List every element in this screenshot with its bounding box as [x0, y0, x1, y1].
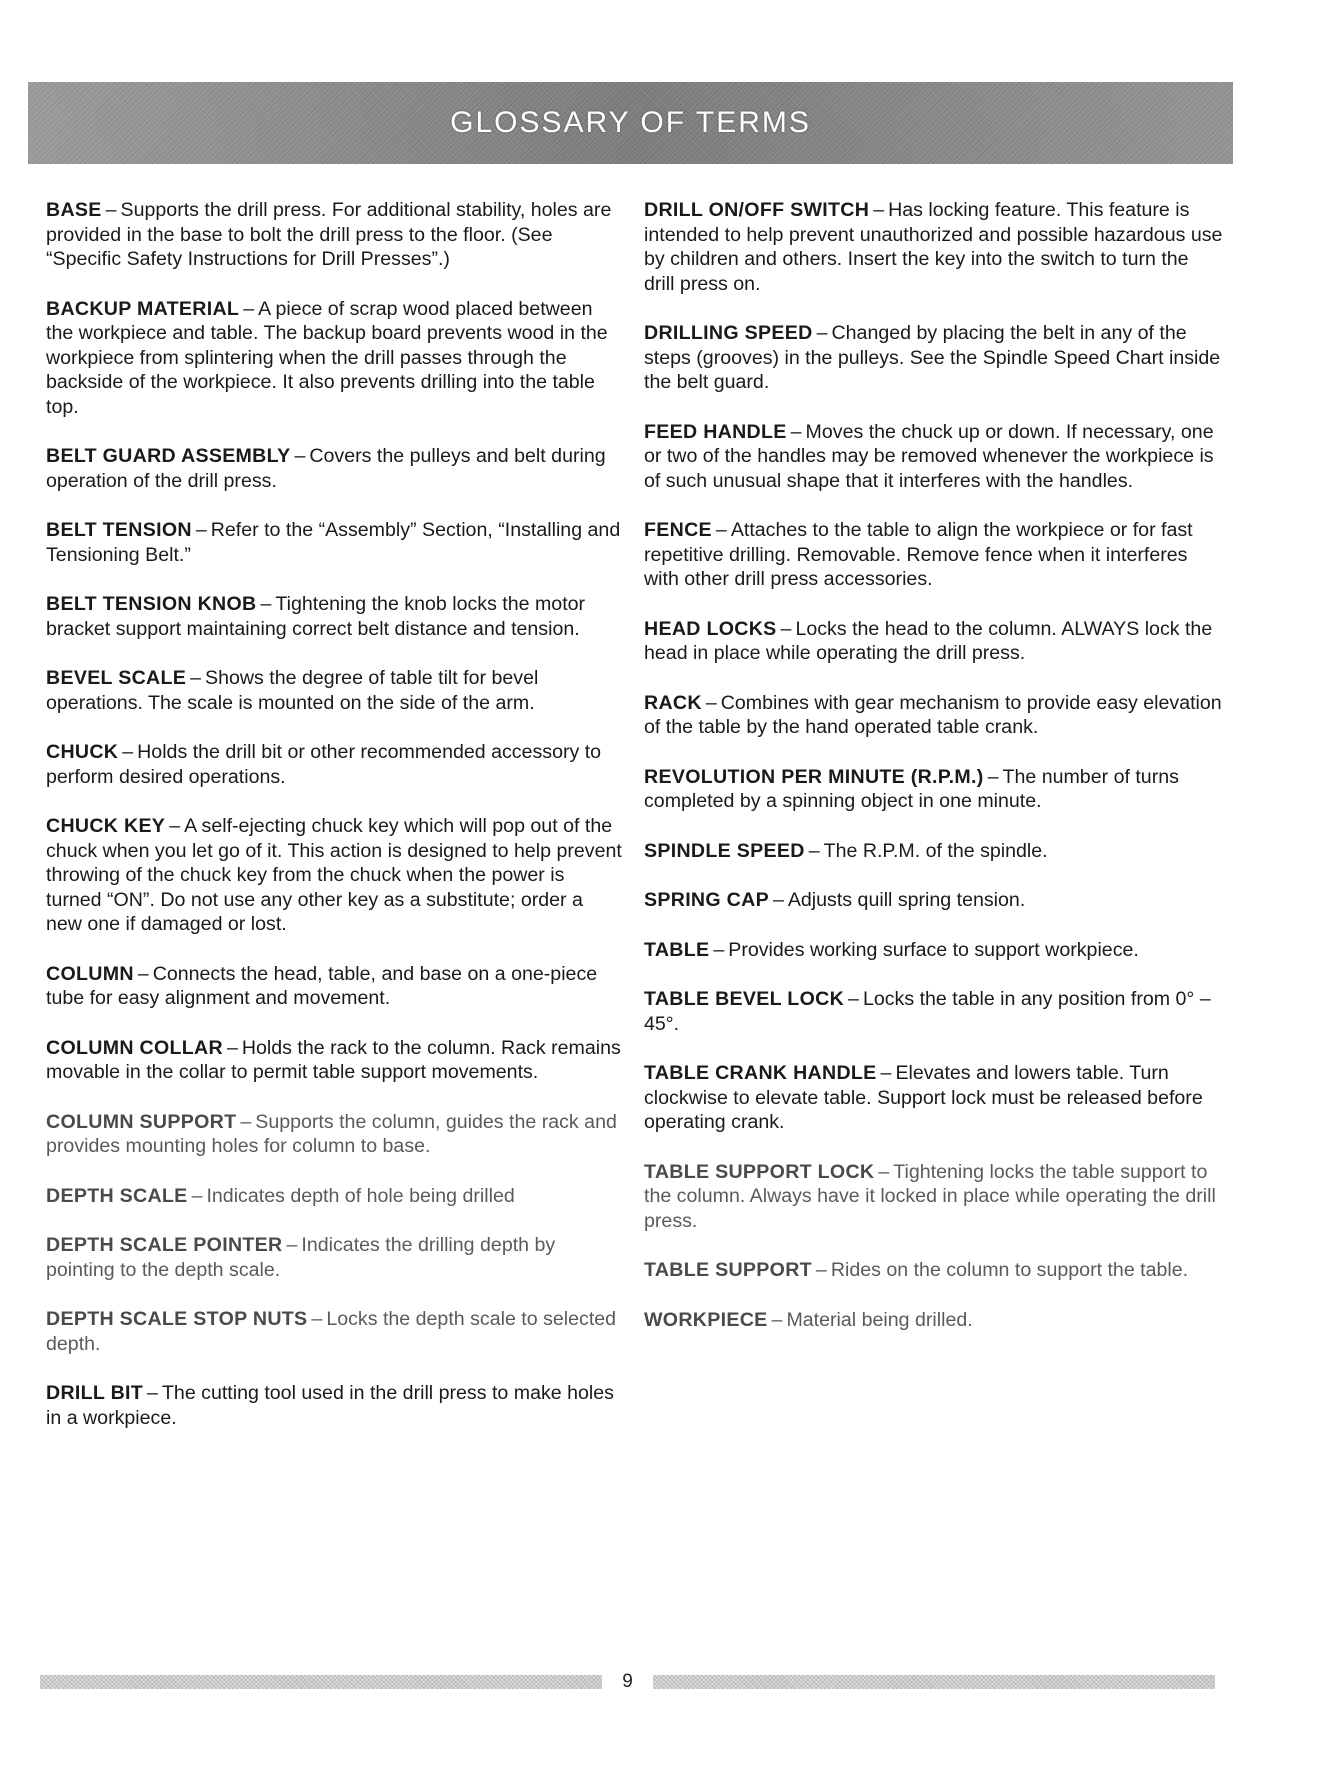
term-separator: –: [873, 199, 885, 221]
glossary-term: WORKPIECE: [644, 1308, 768, 1331]
glossary-definition: Tightening the knob locks the motor bracket support maintaining correct belt distance and tension.: [46, 593, 586, 640]
term-separator: –: [169, 815, 181, 837]
glossary-definition: Locks the head to the column. ALWAYS lock the head in place while operating the drill press.: [644, 617, 1213, 664]
glossary-definition: Adjusts quill spring tension.: [787, 889, 1026, 911]
glossary-entry: [46, 962, 624, 1011]
term-separator: –: [311, 1308, 323, 1330]
glossary-definition: Supports the column, guides the rack and provides mounting holes for column to base.: [46, 1110, 617, 1157]
glossary-definition: Moves the chuck up or down. If necessary, one or two of the handles may be removed whenever the workpiece is of such unusual shape that it interferes with the handles.: [644, 420, 1214, 492]
term-separator: –: [286, 1234, 298, 1256]
glossary-definition: Rides on the column to support the table.: [830, 1259, 1189, 1281]
glossary-term: TABLE CRANK HANDLE: [644, 1062, 877, 1084]
glossary-term: DRILLING SPEED: [644, 322, 813, 344]
glossary-definition: Provides working surface to support workpiece.: [728, 938, 1139, 961]
term-separator: –: [243, 297, 255, 320]
term-separator: –: [294, 445, 306, 467]
glossary-entry: [46, 198, 624, 272]
glossary-term: CHUCK KEY: [46, 815, 166, 837]
glossary-term: BELT TENSION: [46, 519, 192, 541]
glossary-definition: Elevates and lowers table. Turn clockwise to elevate table. Support lock must be released before operating crank.: [644, 1062, 1203, 1133]
term-separator: –: [772, 889, 784, 911]
glossary-entry: [46, 740, 624, 789]
glossary-entry: [644, 1160, 1224, 1234]
glossary-term: BEVEL SCALE: [46, 667, 187, 689]
glossary-term: HEAD LOCKS: [644, 617, 777, 640]
glossary-entry: [46, 1381, 624, 1430]
glossary-definition: Material being drilled.: [786, 1308, 973, 1331]
glossary-definition: Indicates the drilling depth by pointing to the depth scale.: [46, 1234, 556, 1281]
glossary-term: DEPTH SCALE STOP NUTS: [46, 1308, 308, 1330]
glossary-definition: Locks the depth scale to selected depth.: [46, 1308, 617, 1355]
glossary-term: SPRING CAP: [644, 889, 769, 911]
glossary-entry: [644, 1308, 1224, 1333]
glossary-entry: [46, 1036, 624, 1085]
term-separator: –: [190, 667, 202, 689]
term-separator: –: [713, 938, 725, 961]
glossary-definition: Supports the drill press. For additional stability, holes are provided in the base to bolt the drill press to the floor. (See “Specific Safety Instructions for Drill Presses”.): [46, 199, 612, 270]
glossary-entry: [644, 1061, 1224, 1135]
glossary-entry: [644, 691, 1224, 740]
glossary-definition: Holds the rack to the column. Rack remains movable in the collar to permit table support movements.: [46, 1036, 621, 1083]
glossary-entry: [644, 420, 1224, 494]
footer-rule-right: [653, 1675, 1215, 1689]
glossary-entry: [644, 1258, 1224, 1283]
glossary-entry: [644, 321, 1224, 395]
glossary-term: FENCE: [644, 519, 712, 541]
glossary-entry: [46, 814, 624, 937]
glossary-term: TABLE: [644, 938, 710, 961]
term-separator: –: [771, 1308, 783, 1331]
glossary-definition: Attaches to the table to align the workpiece or for fast repetitive drilling. Removable. Remove fence when it interferes with other drill press accessories.: [644, 519, 1193, 590]
glossary-entry: [644, 839, 1224, 864]
term-separator: –: [715, 519, 727, 541]
glossary-entry: [46, 592, 624, 641]
glossary-entry: [46, 1307, 624, 1356]
term-separator: –: [240, 1110, 252, 1133]
glossary-definition: Changed by placing the belt in any of the steps (grooves) in the pulleys. See the Spindle Speed Chart inside the belt guard.: [644, 322, 1221, 393]
term-separator: –: [191, 1184, 203, 1207]
term-separator: –: [147, 1382, 158, 1404]
glossary-definition: Tightening locks the table support to the column. Always have it locked in place while operating the drill press.: [644, 1160, 1216, 1232]
glossary-entry: [644, 518, 1224, 592]
term-separator: –: [790, 420, 802, 443]
glossary-entry: [644, 987, 1224, 1036]
glossary-entry: [46, 1110, 624, 1159]
term-separator: –: [880, 1062, 892, 1084]
glossary-entry: [46, 1233, 624, 1282]
glossary-definition: Holds the drill bit or other recommended accessory to perform desired operations.: [46, 741, 602, 788]
glossary-entry: [644, 617, 1224, 666]
glossary-definition: The cutting tool used in the drill press to make holes in a workpiece.: [46, 1382, 614, 1429]
term-separator: –: [848, 988, 859, 1010]
term-separator: –: [195, 519, 207, 541]
glossary-definition: Locks the table in any position from 0° – 45°.: [644, 988, 1211, 1035]
glossary-entry: [46, 297, 624, 420]
term-separator: –: [705, 691, 717, 714]
glossary-definition: Shows the degree of table tilt for bevel operations. The scale is mounted on the side of the arm.: [46, 667, 539, 714]
glossary-definition: Indicates depth of hole being drilled: [206, 1184, 515, 1207]
glossary-term: CHUCK: [46, 741, 119, 763]
term-separator: –: [226, 1036, 238, 1059]
glossary-term: TABLE SUPPORT: [644, 1259, 812, 1281]
glossary-term: COLUMN: [46, 962, 134, 985]
glossary-entry: [46, 666, 624, 715]
glossary-term: REVOLUTION PER MINUTE (R.P.M.): [644, 765, 984, 788]
term-separator: –: [987, 765, 999, 788]
glossary-column-left: [46, 198, 624, 1455]
glossary-column-right: [644, 198, 1224, 1357]
term-separator: –: [808, 839, 820, 862]
page-title: GLOSSARY OF TERMS: [450, 106, 811, 139]
term-separator: –: [137, 962, 149, 985]
term-separator: –: [260, 593, 272, 615]
glossary-definition: Refer to the “Assembly” Section, “Installing and Tensioning Belt.”: [46, 519, 621, 566]
glossary-term: COLUMN SUPPORT: [46, 1110, 237, 1133]
glossary-term: TABLE SUPPORT LOCK: [644, 1160, 875, 1183]
term-separator: –: [122, 741, 134, 763]
glossary-definition: The number of turns completed by a spinning object in one minute.: [644, 765, 1179, 812]
glossary-entry: [644, 938, 1224, 963]
glossary-term: FEED HANDLE: [644, 420, 787, 443]
glossary-entry: [46, 518, 624, 567]
term-separator: –: [815, 1259, 827, 1281]
glossary-term: BELT GUARD ASSEMBLY: [46, 445, 291, 467]
glossary-term: DEPTH SCALE: [46, 1184, 188, 1207]
glossary-entry: [644, 888, 1224, 913]
glossary-term: DEPTH SCALE POINTER: [46, 1234, 283, 1256]
glossary-term: DRILL ON/OFF SWITCH: [644, 199, 870, 221]
glossary-term: RACK: [644, 691, 702, 714]
glossary-term: BELT TENSION KNOB: [46, 593, 257, 615]
glossary-term: COLUMN COLLAR: [46, 1036, 223, 1059]
glossary-definition: Combines with gear mechanism to provide easy elevation of the table by the hand operated table crank.: [644, 691, 1222, 738]
glossary-term: BASE: [46, 199, 102, 221]
glossary-definition: Covers the pulleys and belt during operation of the drill press.: [46, 445, 606, 492]
glossary-entry: [644, 765, 1224, 814]
term-separator: –: [780, 617, 792, 640]
glossary-definition: Has locking feature. This feature is intended to help prevent unauthorized and possible hazardous use by children and others. Insert the key into the switch to turn the drill press on.: [644, 199, 1223, 295]
glossary-term: SPINDLE SPEED: [644, 839, 805, 862]
glossary-definition: A self-ejecting chuck key which will pop out of the chuck when you let go of it. This action is designed to help prevent throwing of the chuck key from the chuck when the power is turned “ON”. Do not use any other key as a substitute; order a new one if damaged or lost.: [46, 815, 622, 935]
glossary-header-bar: [28, 82, 1233, 164]
glossary-definition: Connects the head, table, and base on a one-piece tube for easy alignment and movement.: [46, 962, 598, 1009]
glossary-term: TABLE BEVEL LOCK: [644, 988, 845, 1010]
glossary-term: DRILL BIT: [46, 1382, 144, 1404]
page-number: 9: [622, 1671, 633, 1692]
term-separator: –: [878, 1160, 890, 1183]
glossary-term: BACKUP MATERIAL: [46, 297, 240, 320]
term-separator: –: [816, 322, 828, 344]
glossary-entry: [46, 444, 624, 493]
glossary-entry: [644, 198, 1224, 296]
glossary-definition: The R.P.M. of the spindle.: [823, 839, 1048, 862]
term-separator: –: [105, 199, 117, 221]
glossary-entry: [46, 1184, 624, 1209]
page-footer: [40, 1670, 1215, 1694]
glossary-definition: A piece of scrap wood placed between the workpiece and table. The backup board prevents wood in the workpiece from splintering when the drill passes through the backside of the workpiece. It also prevents drilling into the table top.: [46, 297, 608, 418]
footer-rule-left: [40, 1675, 602, 1689]
